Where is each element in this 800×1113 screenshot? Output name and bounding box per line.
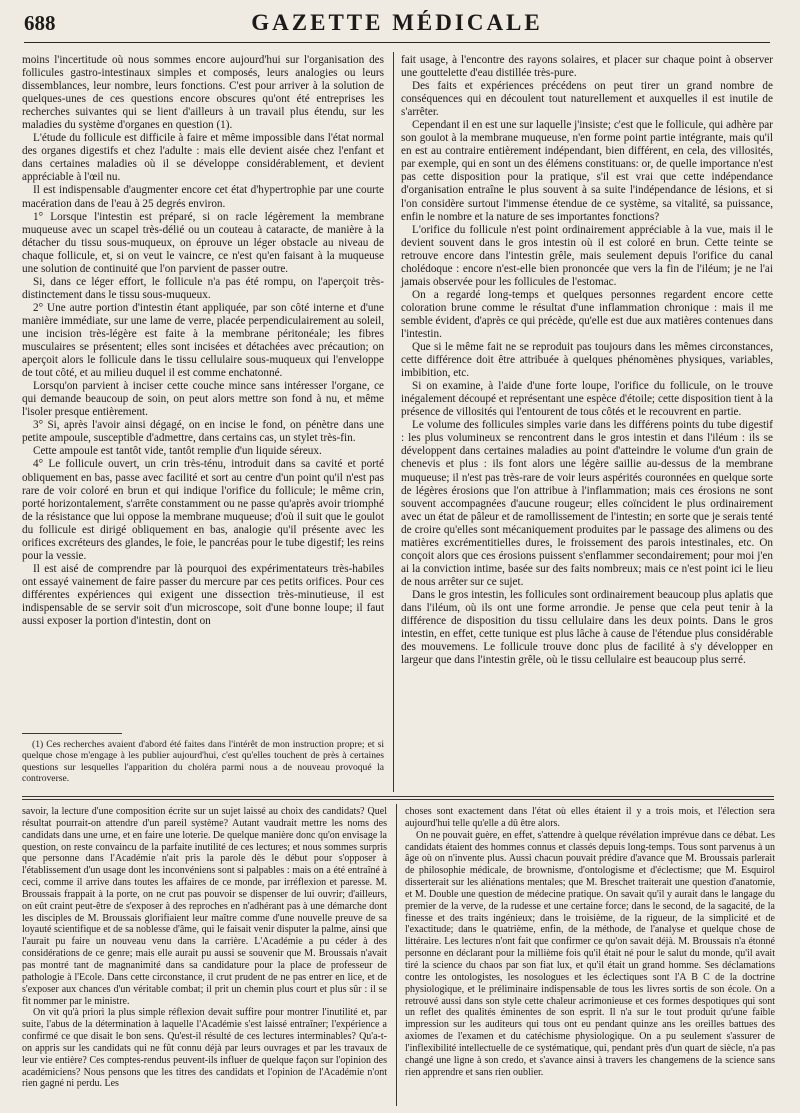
footnote	[22, 739, 384, 784]
journal-title: GAZETTE MÉDICALE	[251, 10, 543, 35]
paragraph: 2° Une autre portion d'intestin étant appliquée, par son côté interne et d'une manière immédiate, sur une lame de verre, placée perpendiculairement au soleil, une incision très-légère est faite à la membrane péritonéale; les fibres musculaires se présentent; elles sont incisées et détachées avec précaution; on aperçoit alors le follicule dans le tissu cellulaire sous-muqueux qui l'enveloppe de tout côté, et au milieu duquel il est comme enchatonné.	[22, 301, 384, 380]
bottom-column-divider	[396, 804, 397, 1106]
page-header	[24, 8, 770, 43]
paragraph: Que si le même fait ne se reproduit pas toujours dans les mêmes circonstances, cette différence doit être attribuée à quelques phénomènes physiques, variables, imbibition, etc.	[401, 341, 773, 380]
paragraph: On ne pouvait guère, en effet, s'attendre à quelque révélation imprévue dans ce débat. Les candidats étaient des hommes connus et classés depuis long-temps. Tous sont parvenus à un âge où on n'invente plus. Aussi chacun pouvait prédire d'avance que M. Broussais parlerait de philosophie médicale, de brownisme, d'ontologisme et d'éclectisme; que M. Esquirol disserterait sur les aliénations mentales; que M. Breschet traiterait une question d'anatomie, et M. Double une question de médecine pratique. On savait qu'il y aurait dans le langage du premier de la verve, de la rudesse et une certaine force; dans le second, de la sagacité, de la finesse et des traits ingénieux; dans le troisième, de la rigueur, de la simplicité et de l'exactitude; dans le quatrième, enfin, de la méthode, de l'analyse et quelque chose de littéraire. Les lectures n'ont fait que confirmer ce qu'on savait déjà. M. Broussais n'a étonné personne en déclarant pour la millième fois qu'il était né pour le salut du monde, qu'il avait tiré la science du chaos par son fiat lux, et qu'il était un grand homme. Ses déclamations contre les ontologistes, les nosologues et les éclectiques sont l'A B C de la doctrine physiologique, et le préliminaire indispensable de tous les livres sortis de son école. On a retrouvé aussi dans son style cette chaleur acrimonieuse et ces formes despotiques qui sont un reflet des qualités éminentes de son esprit. Il n'a sur le tout produit qu'une faible impression sur les auditeurs qui tous ont eu pendant quinze ans les oreilles battues des axiomes de l'examen et du catéchisme physiologique. On a pu seulement s'assurer de l'inflexibilité intellectuelle de ce systématique, qui, pendant près d'un quart de siècle, n'a pas changé une ligne à son credo, et s'avance ainsi à travers les changemens de la science sans rien apprendre et sans rien oublier.	[405, 829, 775, 1078]
paragraph: Si on examine, à l'aide d'une forte loupe, l'orifice du follicule, on le trouve inégalement découpé et représentant une espèce d'étoile; cette disposition tient à la présence de villosités qui l'entourent de tous côtés et le recouvrent en partie.	[401, 380, 773, 419]
right-column	[401, 54, 773, 667]
paragraph: 3° Si, après l'avoir ainsi dégagé, on en incise le fond, on pénètre dans une petite ampoule, susceptible d'admettre, dans certains cas, un stylet très-fin.	[22, 419, 384, 445]
paragraph: Lorsqu'on parvient à inciser cette couche mince sans intéresser l'organe, ce qui demande beaucoup de soin, on peut alors mettre son fond à nu, et même l'isoler presque entièrement.	[22, 380, 384, 419]
bottom-left-column	[22, 806, 387, 1090]
paragraph: 1° Lorsque l'intestin est préparé, si on racle légèrement la membrane muqueuse avec un scapel très-délié ou un couteau à cataracte, de manière à la détacher du tissu sous-muqueux, on éprouve un léger obstacle au niveau de chaque follicule, et, si on veut le vaincre, ce n'est qu'en faisant à la muqueuse une solution de continuité que l'on parvient de passer outre.	[22, 210, 384, 275]
page-number: 688	[24, 11, 56, 35]
section-separator	[22, 799, 774, 800]
paragraph: On vit qu'à priori la plus simple réflexion devait suffire pour montrer l'inutilité et, par suite, l'abus de la détermination à laquelle l'Académie s'est laissé entraîner; l'expérience a confirmé ce que disait le bon sens. Qu'est-il résulté de ces lectures interminables? Qu'a-t-on appris sur les candidats qui ne fût connu déjà par leurs ouvrages et par les travaux de leur vie entière? Ces comptes-rendus peuvent-ils influer de quelque façon sur l'opinion des académiciens? Nous pensons que les titres des candidats et l'opinion de l'Académie n'ont rien gagné ni perdu. Les	[22, 1007, 387, 1090]
paragraph: choses sont exactement dans l'état où elles étaient il y a trois mois, et l'élection sera aujourd'hui telle qu'elle a dû être alors.	[405, 806, 775, 829]
paragraph: Le volume des follicules simples varie dans les différens points du tube digestif : les plus volumineux se rencontrent dans le gros intestin et dans l'iléum : ils se développent dans certaines maladies au point d'atteindre le volume d'un grain de chenevis et plus : ils font alors une légère saillie au-dessus de la membrane muqueuse; il n'est pas très-rare de voir leurs aspérités couronnées en quelque sorte de légères érosions que l'on attribue à l'inflammation; mais ces érosions ne sont souvent accompagnées d'aucune rougeur; elles coïncident le plus ordinairement avec un état de pâleur et de ramollissement de l'intestin; en sorte que je serais tenté de croire qu'elles sont mécaniquement produites par le passage des alimens ou des matières excrémentitielles dures, le froissement des parois intestinales, etc. On conçoit alors que ces érosions puissent s'enflammer secondairement; pour moi j'en ai la conviction intime, basée sur des faits nombreux; mais ce n'est point ici le lieu de nous arrêter sur ce sujet.	[401, 419, 773, 588]
paragraph: Il est aisé de comprendre par là pourquoi des expérimentateurs très-habiles ont essayé vainement de faire passer du mercure par ces petits orifices. Pour ces différentes expériences qui exigent une dissection très-minutieuse, il est indispensable de se servir soit d'un microscope, soit d'une bonne loupe; il faut aussi exposer la portion d'intestin, dont on	[22, 562, 384, 628]
paragraph: Il est indispensable d'augmenter encore cet état d'hypertrophie par une courte macération dans de l'eau à 25 degrés environ.	[22, 184, 384, 210]
paragraph: Cette ampoule est tantôt vide, tantôt remplie d'un liquide séreux.	[33, 445, 322, 458]
paragraph: L'étude du follicule est difficile à faire et même impossible dans l'état normal des organes digestifs et chez l'adulte : mais elle devient aisée chez l'enfant et dans certaines maladies où il se développe considérablement, et devient appréciable à l'œil nu.	[22, 132, 384, 184]
paragraph: Des faits et expériences précédens on peut tirer un grand nombre de conséquences qui en découlent tout naturellement et auxquelles il est inutile de s'arrêter.	[401, 80, 773, 119]
paragraph: moins l'incertitude où nous sommes encore aujourd'hui sur l'organisation des follicules gastro-intestinaux simples et composés, leurs analogies ou leurs dissemblances, leur nombre, leurs fonctions. C'est pour arriver à la solution de quelques-unes de ces questions encore obscures qu'ont été entreprises les recherches suivantes qui se lient d'ailleurs à un travail plus étendu, sur les maladies du système d'organes en question (1).	[22, 54, 384, 132]
column-divider	[393, 52, 394, 792]
left-column	[22, 54, 384, 628]
paragraph: Si, dans ce léger effort, le follicule n'a pas été rompu, on l'aperçoit très-distinctement dans le tissu sous-muqueux.	[22, 275, 384, 301]
paragraph: fait usage, à l'encontre des rayons solaires, et placer sur chaque point à observer une gouttelette d'eau distillée très-pure.	[401, 54, 773, 80]
paragraph: 4° Le follicule ouvert, un crin très-ténu, introduit dans sa cavité et porté obliquement en bas, passe avec facilité et sort au centre d'un point qu'il n'est pas rare de voir coloré en brun et qui indique l'orifice du follicule; le même crin, porté horizontalement, s'arrête constamment ou ne passe qu'après avoir triomphé de la résistance que lui oppose la membrane muqueuse; d'où il suit que le goulot du follicule est dirigé obliquement en bas, analogie qu'il présente avec les orifices excréteurs des glandes, le foie, le pancréas pour le tube digestif; les reins pour la vessie.	[22, 458, 384, 562]
paragraph: Dans le gros intestin, les follicules sont ordinairement beaucoup plus aplatis que dans l'iléum, où ils ont une forme arrondie. Je pense que cela peut tenir à la différence de disposition du tissu cellulaire dans les deux points. Dans le gros intestin, en effet, cette tunique est plus lâche à cause de l'étendue plus considérable des mouvemens. Le follicule trouve donc plus de facilité à s'y développer en largeur que dans l'intestin grêle, où le tissu cellulaire est beaucoup plus serré.	[401, 588, 773, 667]
bottom-right-column	[405, 806, 775, 1078]
footnote-text: (1) Ces recherches avaient d'abord été faites dans l'intérêt de mon instruction propre; et si quelque chose m'engage à les publier aujourd'hui, c'est qu'elles touchent de près à certaines questions sur lesquelles l'apparition du choléra parmi nous a de nouveau provoqué la controverse.	[22, 739, 384, 784]
paragraph: On a regardé long-temps et quelques personnes regardent encore cette coloration brune comme le résultat d'une inflammation chronique : mais il me semble évident, d'après ce qui précède, qu'elle est due aux matières contenues dans l'intestin.	[401, 288, 773, 340]
paragraph: savoir, la lecture d'une composition écrite sur un sujet laissé au choix des candidats? Quel résultat pourrait-on attendre d'un pareil système? Autant vaudrait mettre les noms des candidats dans une urne, et en faire une loterie. De quelque manière donc qu'on envisage la question, on reste convaincu de la parfaite inutilité de ces lectures; et nous sommes surpris que personne dans l'Académie n'ait pris la parole dès le début pour s'opposer à l'établissement d'un usage dont les inconvéniens sont si palpables : mais on a été entraîné à ceci, comme il arrive dans toutes les affaires de ce monde, par irréflexion et paresse. M. Broussais frappait à la porte, on ne crut pas pouvoir se dispenser de lui ouvrir; d'ailleurs, on eût craint peut-être de s'exposer à des reproches en n'adhérant pas à une démarche dont les disciples de M. Broussais glorifiaient leur maître comme d'une nouvelle preuve de sa loyauté scientifique et de sa noblesse d'âme, qui le faisait venir disputer la palme, ainsi que l'aurait pu faire un nouveau venu dans la carrière. L'Académie a pu céder à des considérations de ce genre; mais elle aurait pu aussi se souvenir que M. Broussais n'avait pas montré tant de magnanimité dans sa candidature pour la place de professeur de pathologie à l'Ecole. Dans cette circonstance, il crut prudent de ne pas entrer en lice, et de s'exposer aux chances d'un véritable combat; il prit un chemin plus court et plus sûr : il se fit nommer par le ministre.	[22, 806, 387, 1007]
footnote-rule	[22, 733, 122, 734]
paragraph: L'orifice du follicule n'est point ordinairement appréciable à la vue, mais il le devient souvent dans le gros intestin où il est coloré en brun. Cette teinte se retrouve encore dans l'intestin grêle, mais seulement depuis l'orifice du canal cholédoque : encore n'est-elle bien prononcée que vers la fin de l'iléum; je ne l'ai jamais observée pour les follicules de l'estomac.	[401, 223, 773, 288]
paragraph: Cependant il en est une sur laquelle j'insiste; c'est que le follicule, qui adhère par son goulot à la membrane muqueuse, n'en forme point partie intégrante, mais qu'il en est au contraire entièrement indépendant, bien différent, en cela, des villosités, par exemple, qui en sont un des élémens constituans: or, de quelle importance n'est pas cette disposition pour la pratique, s'il est vrai que cette indépendance d'organisation entraîne le plus souvent à sa suite l'indépendance de lésions, et si l'on considère surtout l'immense étendue de ce système, sa vitalité, sa puissance, enfin le nombre et la nature de ses importantes fonctions?	[401, 119, 773, 223]
section-separator	[22, 796, 774, 797]
